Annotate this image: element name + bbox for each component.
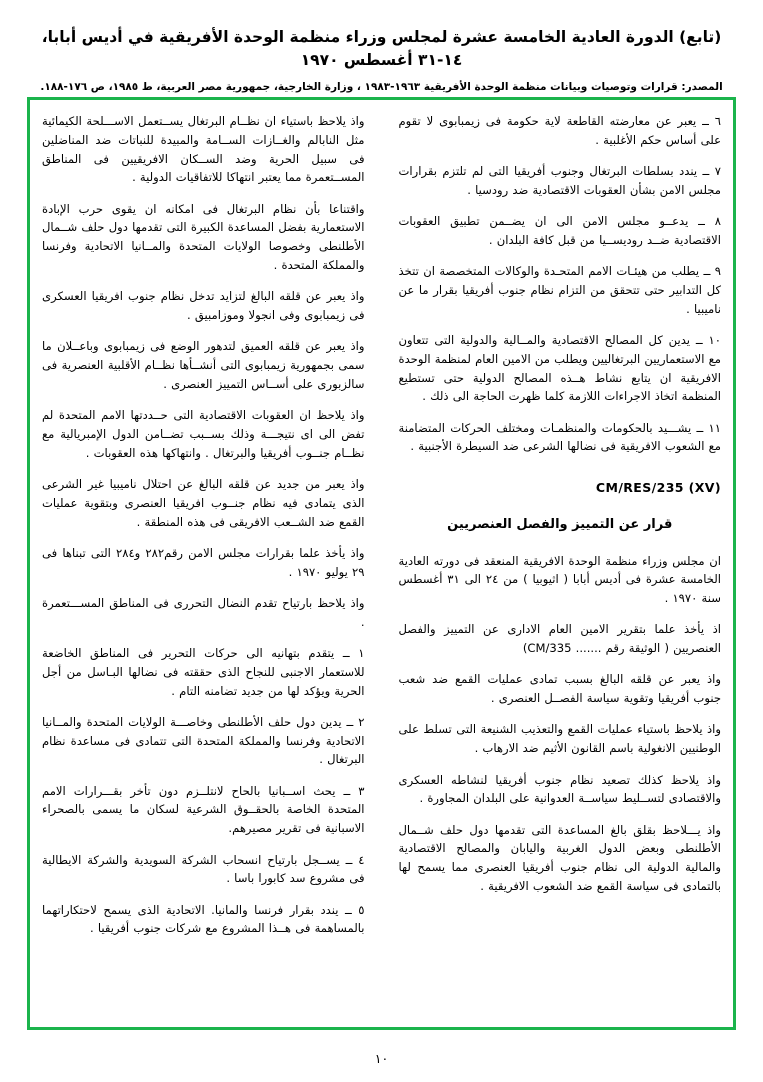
paragraph: واذ يلاحظ بارتياح تقدم النضال التحررى فى المناطق المســـتعمرة . — [42, 595, 365, 629]
paragraph: ١١ ــ يشـــيد بالحكومات والمنظمـات ومختلف الحركات المتضامنة مع الشعوب الافريقية فى نضالها الشرعى ضد السيطرة الأجنبية . — [398, 420, 721, 454]
paragraph: واذ يعبر عن قلقه العميق لتدهور الوضع فى زيمبابوى وباعــلان ما سمى بجمهورية زيمبابوى التى أنشــأها نظــام الأقلبية العنصرية فى سالزبورى على أســاس التمييز العنصرى . — [42, 339, 365, 391]
page-header — [0, 0, 763, 95]
content-frame — [27, 97, 736, 1030]
paragraph: واذ يعبر عن قلقه البالغ لتزايد تدخل نظام جنوب افريقيا العسكرى فى زيمبابوى وفى انجولا وموزامبيق . — [42, 289, 365, 323]
resolution-title: قرار عن التمييز والفصل العنصريين — [447, 517, 673, 533]
paragraph: واذ يعبر عن قلقه البالغ بسبب تمادى عمليات القمع ضد شعب جنوب أفريقيا وتقوية سياسة الفصــل العنصرى . — [398, 672, 721, 706]
paragraph: ١٠ ــ يدين كل المصالح الاقتصادية والمــالية والدولية التى تتعاون مع الاستعماريين البرتغاليين ويطلب من الامين العام لمنظمة الوحدة الافريقية ان يتابع نشاط هــذه المصالح الدولية حتى تستطيع المنظمة اتخاذ الاجراءات اللازمة كلما ظهرت الحاجة الى ذلك . — [398, 333, 721, 404]
paragraph: ان مجلس وزراء منظمة الوحدة الافريقية المنعقد فى دورته العادية الخامسة عشرة فى أديس أبابا ( اثيوبيا ) من ٢٤ الى ٣١ أغسطس سنة ١٩٧٠ . — [398, 553, 721, 606]
paragraph: واذ يعبر من جديد عن قلقه البالغ عن احتلال ناميبيا غير الشرعى الذى يتمادى فيه نظام جنــوب افريقيا العنصرى وبتقوية عمليات القمع ضد الشــعب الافريقى فى هذه المنطقة . — [42, 477, 365, 529]
paragraph: اذ يأخذ علما بتقرير الامين العام الادارى عن التمييز والفصل العنصريين ( الوثيقة رقم ....... CM/335) — [398, 622, 721, 656]
two-column-body — [42, 112, 721, 1017]
paragraph: ٣ ــ يحث اســبانيا بالحاح لانتلــزم دون تأخر بقـــرارات الامم المتحدة الخاصة بالحقــوق الشرعية لسكان ما يسمى بالصحراء الاسبانية فى تقرير مصيرهم. — [42, 783, 365, 836]
paragraph: واذ يـــلاحظ بقلق بالغ المساعدة التى تقدمها دول حلف شــمال الأطلنطى وبعض الدول الغربية واليابان والمصالح الاقتصادية والمالية الدولية الى نظام جنوب أفريقيا العنصرى مما يسمح لها بالتمادى فى سياسة القمع ضد الشعوب الافريقية . — [398, 822, 721, 893]
paragraph: ٨ ــ يدعــو مجلس الامن الى ان يضــمن تطبيق العقوبات الاقتصادية ضــد روديســيا من قبل كافة البلدان . — [398, 214, 721, 247]
page-title: (تابع) الدورة العادية الخامسة عشرة لمجلس وزراء منظمة الوحدة الأفريقية في أديس أبابا، ١٤-٣١ أغسطس ١٩٧٠ — [41, 28, 722, 70]
paragraph: واذ يلاحظ ان العقوبات الاقتصادية التى حــددتها الامم المتحدة لم تفض الى اى نتيجـــة وذلك بســبب تضــامن الدول الإمبريالية مع نظــام جنــوب أفريقيا والبرتغال . وانتهاكها هذه العقوبات . — [42, 408, 365, 460]
source-line: المصدر: قرارات وتوصيات وبيانات منظمة الوحدة الأفريقية ١٩٦٣-١٩٨٣ ، وزارة الخارجية، جمهورية مصر العربية، ط ١٩٨٥، ص ١٧٦-١٨٨. — [40, 80, 723, 93]
paragraph: واذ يلاحظ باستياء ان نظــام البرتغال يســتعمل الاســـلحة الكيمائية مثل النابالم والغــازات الســامة والمبيدة للنباتات ضد المناضلين فى سبيل الحرية وضد الســكان الافريقيين فى المناطق المســتعمرة مما يعتبر انتهاكا للاتفاقيات الدولية . — [42, 114, 365, 185]
resolution-code: CM/RES/235 (XV) — [595, 480, 721, 496]
paragraph: ٧ ــ يندد بسلطات البرتغال وجنوب أفريقيا التى لم تلتزم بقرارات مجلس الامن بشأن العقوبات الاقتصادية ضد رودسيا . — [398, 164, 721, 197]
paragraph: ٩ ــ يطلب من هيئـات الامم المتحـدة والوكالات المتخصصة ان تتخذ كل التدابير حتى تتحقق من التزام نظام جنوب أفريقيا بقرار ما عن ناميبيا . — [398, 264, 721, 316]
page-number: ١٠ — [374, 1051, 389, 1066]
paragraph: ٦ ــ يعبر عن معارضته القاطعة لاية حكومة فى زيمبابوى لا تقوم على أساس حكم الأغلبية . — [398, 114, 721, 147]
paragraph: واذ يلاحظ كذلك تصعيد نظام جنوب أفريقيا لنشاطه العسكرى والاقتصادى لتســليط سياســة العدوانية على البلدان المجاورة . — [398, 772, 721, 806]
column-left — [42, 112, 369, 1017]
paragraph: واقتناعا بأن نظام البرتغال فى امكانه ان يقوى حرب الإبادة الاستعمارية بفضل المساعدة الكبيرة التى تقدمها دول حلف شــمال الأطلنطى وخصوصا الولايات المتحدة والمــانيا الاتحادية وفرنسا والمملكة المتحدة . — [42, 201, 365, 272]
paragraph: ١ ــ يتقدم بتهانيه الى حركات التحرير فى المناطق الخاضعة للاستعمار الاجنبى للنجاح الذى حققته فى نضالها البـاسل من أجل الحرية ويؤكد لها من جديد تضامنه التام . — [42, 645, 365, 698]
paragraph: ٥ ــ يندد بقرار فرنسا والمانيا. الاتحادية الذى يسمح لاحتكاراتهما بالمساهمة فى هــذا المشروع مع شركات جنوب أفريقيا . — [42, 902, 365, 936]
paragraph: واذ يأخذ علما بقرارات مجلس الامن رقم٢٨٢ و٢٨٤ التى تبناها فى ٢٩ يوليو ١٩٧٠ . — [42, 545, 365, 579]
paragraph: واذ يلاحظ باستياء عمليات القمع والتعذيب الشنيعة التى تسلط على الوطنيين الانغولية باسم القانون الأثيم ضد الارهاب . — [398, 722, 721, 756]
paragraph: ٢ ــ يدين دول حلف الأطلنطى وخاصـــة الولايات المتحدة والمــانيا الاتحادية وفرنسا والمملكة المتحدة التى تتمادى فى مساعدة نظام البرتغال . — [42, 714, 365, 767]
paragraph: ٤ ــ يســجل بارتياح انسحاب الشركة السويدية والشركة الايطالية فى مشروع سد كابورا باسا . — [42, 852, 365, 886]
column-right — [395, 112, 722, 1017]
